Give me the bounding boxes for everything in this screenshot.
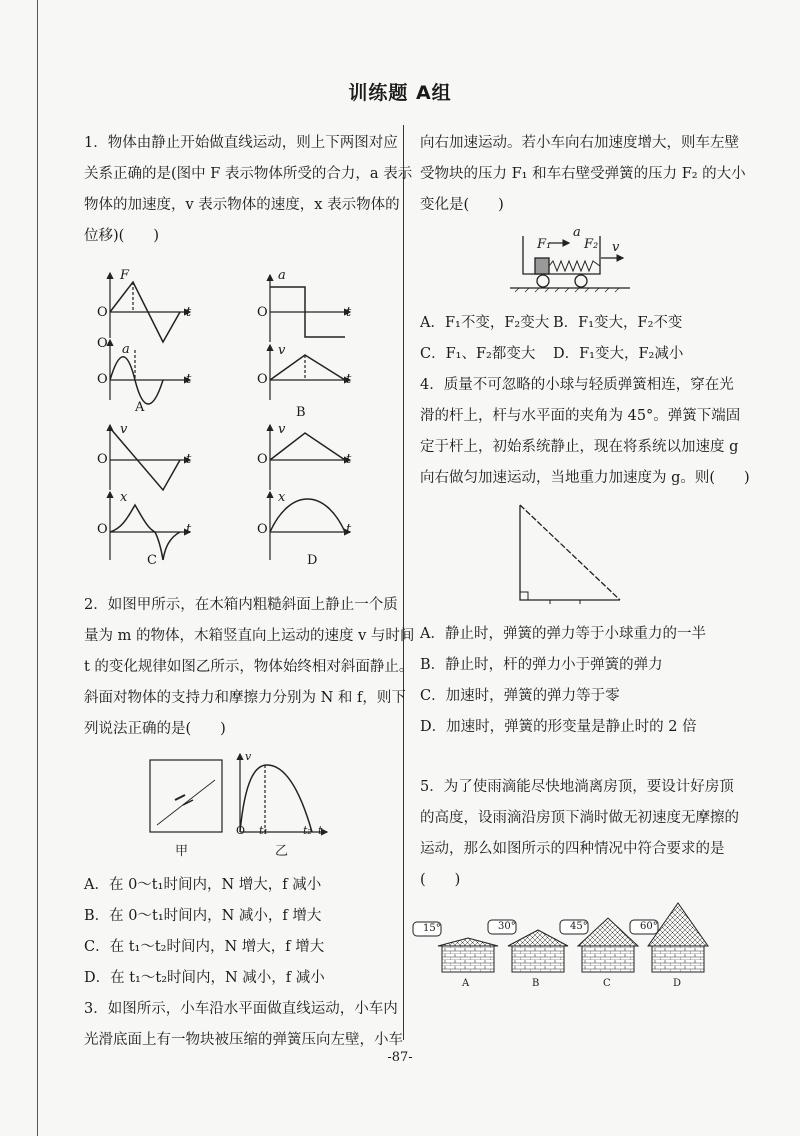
graph-d-x-label: x [278, 490, 286, 505]
roof-angle-c: 45° [570, 921, 588, 932]
q4-line-3: 定于杆上，初始系统静止，现在将系统以加速度 g [420, 439, 739, 455]
graph-label-b: B [296, 405, 306, 420]
q2-option-a: A．在 0～t₁时间内，N 增大，f 减小 [84, 877, 322, 893]
q4-line-2: 滑的杆上，杆与水平面的夹角为 45°。弹簧下端固 [420, 408, 741, 424]
q2-t2-label: t₂ [303, 824, 312, 837]
graph-b-origin: O [257, 305, 268, 320]
q3-a-label: a [573, 225, 581, 240]
graph-c-origin: O [97, 452, 108, 467]
column-divider [403, 125, 404, 1040]
q5-line-3: 运动，那么如图所示的四种情况中符合要求的是 [420, 841, 725, 857]
q1-line-3: 物体的加速度，v 表示物体的速度，x 表示物体的 [84, 197, 400, 213]
graph-d-origin-2: O [257, 522, 268, 537]
roof-angle-a: 15° [423, 923, 441, 934]
q1-line-2: 关系正确的是(图中 F 表示物体所受的合力，a 表示 [84, 166, 413, 182]
q2-line-2: 量为 m 的物体，木箱竖直向上运动的速度 v 与时间 [84, 628, 415, 644]
graph-label-a: A [135, 400, 145, 415]
q2-origin: O [236, 824, 246, 837]
roof-angle-b: 30° [498, 921, 516, 932]
q2-line-4: 斜面对物体的支持力和摩擦力分别为 N 和 f，则下 [84, 690, 406, 706]
q3-option-d: D．F₁变大，F₂减小 [553, 346, 684, 362]
q1-line-4: 位移)( ) [84, 228, 159, 244]
q3-v-label: v [612, 240, 620, 255]
q2-label-yi: 乙 [275, 844, 289, 859]
graph-a-f-label: F [120, 268, 130, 283]
graph-b-a-label: a [278, 268, 286, 283]
graph-d-v-label: v [278, 422, 286, 437]
graph-a-origin: O [97, 305, 108, 320]
q3-option-c: C．F₁、F₂都变大 [420, 346, 536, 362]
q2-v-label: v [245, 750, 252, 763]
graph-c-t-label: t [186, 452, 192, 467]
graph-d-origin: O [257, 452, 268, 467]
q3-f1-label: F₁ [537, 237, 552, 252]
q2-t1-label: t₁ [259, 824, 268, 837]
graph-a-a-label: a [122, 342, 130, 357]
graph-label-c: C [147, 553, 157, 568]
q1-graphs [95, 270, 365, 580]
graph-a-origin-3: O [97, 372, 108, 387]
page-edge-line [37, 0, 38, 1136]
graph-d-t-label-2: t [346, 522, 352, 537]
q2-label-jia: 甲 [175, 844, 189, 859]
graph-b-accel [270, 275, 350, 342]
graph-b-t-label-2: t [346, 372, 352, 387]
q3-cont-line-3: 变化是( ) [420, 197, 504, 213]
graph-b-origin-2: O [257, 372, 268, 387]
graph-a-t-label: t [186, 305, 192, 320]
page-number: -87- [387, 1050, 413, 1065]
q2-t-label: t [318, 824, 323, 837]
graph-c-x-label: x [120, 490, 128, 505]
q4-line-4: 向右做匀加速运动，当地重力加速度为 g。则( ) [420, 470, 750, 486]
q5-line-1: 5．为了使雨滴能尽快地淌离房顶，要设计好房顶 [420, 779, 734, 795]
page-title: 训练题 A组 [348, 82, 452, 104]
q2-line-3: t 的变化规律如图乙所示，物体始终相对斜面静止。 [84, 659, 414, 675]
q4-triangle-figure [510, 500, 630, 610]
q3-cont-line-2: 受物块的压力 F₁ 和车右壁受弹簧的压力 F₂ 的大小 [420, 166, 746, 182]
graph-a-force [110, 273, 190, 342]
q3-option-b: B．F₁变大，F₂不变 [553, 315, 683, 331]
graph-c-v-label: v [120, 422, 128, 437]
graph-b-t-label: t [346, 305, 352, 320]
q2-line-5: 列说法正确的是( ) [84, 721, 226, 737]
graph-d-t-label: t [346, 452, 352, 467]
q1-line-1: 1．物体由静止开始做直线运动，则上下两图对应 [84, 135, 398, 151]
q3-line-1: 3．如图所示，小车沿水平面做直线运动，小车内 [84, 1001, 398, 1017]
roof-label-b: B [532, 978, 540, 989]
graph-label-d: D [307, 553, 318, 568]
roof-label-c: C [603, 978, 611, 989]
graph-a-t-label-2: t [186, 372, 192, 387]
q5-line-4: ( ) [420, 872, 461, 888]
graph-b-v-label: v [278, 343, 286, 358]
q2-line-1: 2．如图甲所示，在木箱内粗糙斜面上静止一个质 [84, 597, 398, 613]
q5-line-2: 的高度，设雨滴沿房顶下淌时做无初速度无摩擦的 [420, 810, 739, 826]
q3-cart-figure [505, 228, 635, 298]
graph-c-origin-2: O [97, 522, 108, 537]
q2-option-c: C．在 t₁～t₂时间内，N 增大，f 增大 [84, 939, 325, 955]
q3-line-2: 光滑底面上有一物块被压缩的弹簧压向左壁，小车 [84, 1032, 403, 1048]
q2-option-d: D．在 t₁～t₂时间内，N 减小，f 减小 [84, 970, 325, 986]
q3-f2-label: F₂ [584, 237, 599, 252]
q5-houses-figure [410, 900, 740, 980]
graph-a-origin-2: O [97, 336, 108, 351]
q4-option-a: A．静止时，弹簧的弹力等于小球重力的一半 [420, 626, 706, 642]
q2-option-b: B．在 0～t₁时间内，N 减小，f 增大 [84, 908, 322, 924]
q4-option-c: C．加速时，弹簧的弹力等于零 [420, 688, 620, 704]
q4-line-1: 4．质量不可忽略的小球与轻质弹簧相连，穿在光 [420, 377, 734, 393]
roof-label-a: A [462, 978, 470, 989]
q4-option-b: B．静止时，杆的弹力小于弹簧的弹力 [420, 657, 663, 673]
q3-option-a: A．F₁不变，F₂变大 [420, 315, 550, 331]
roof-label-d: D [673, 978, 682, 989]
graph-c-t-label-2: t [186, 522, 192, 537]
q3-cont-line-1: 向右加速运动。若小车向右加速度增大，则车左壁 [420, 135, 739, 151]
roof-angle-d: 60° [640, 921, 658, 932]
q4-option-d: D．加速时，弹簧的形变量是静止时的 2 倍 [420, 719, 697, 735]
